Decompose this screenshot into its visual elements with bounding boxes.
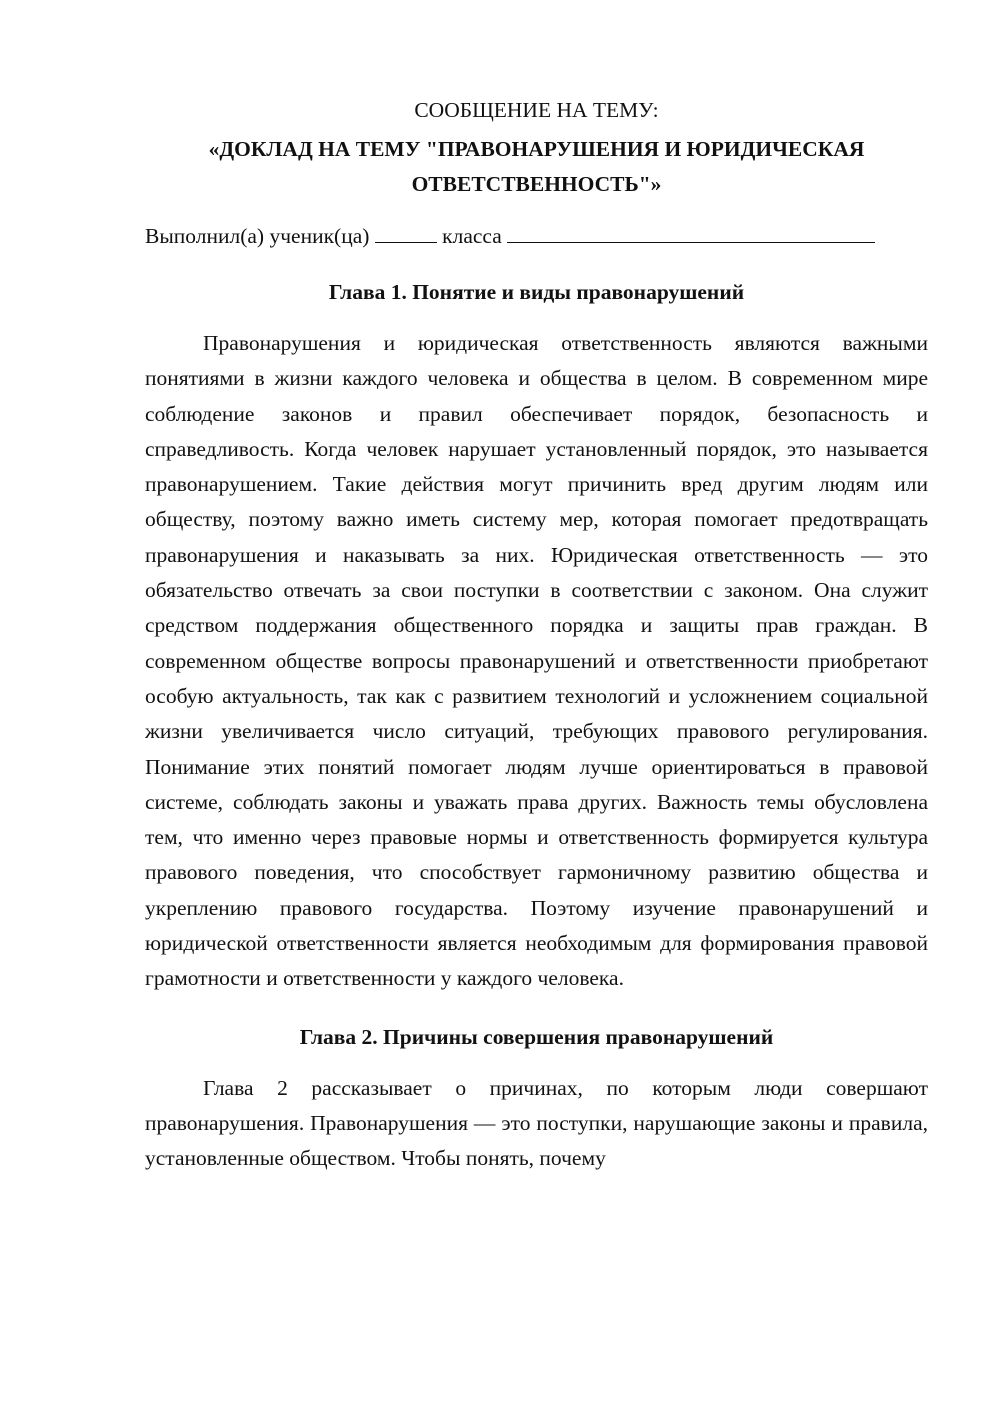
author-line	[145, 220, 928, 252]
chapter-2-heading: Глава 2. Причины совершения правонарушений	[299, 1024, 774, 1049]
chapter-2-paragraph: Глава 2 рассказывает о причинах, по которым люди совершают правонарушения. Правонарушения — это поступки, нарушающие законы и правила, установленные обществом. Чтобы понять, почему	[145, 1075, 928, 1171]
document-main-heading: «ДОКЛАД НА ТЕМУ "ПРАВОНАРУШЕНИЯ И ЮРИДИЧЕСКАЯ ОТВЕТСТВЕННОСТЬ"»	[208, 137, 865, 196]
chapter-1-heading: Глава 1. Понятие и виды правонарушений	[328, 280, 745, 304]
chapter-1-paragraph: Правонарушения и юридическая ответственность являются важными понятиями в жизни каждого человека и общества в целом. В современном мире соблюдение законов и правил обеспечивает порядок, безопасность и справедливость. Когда человек нарушает установленный порядок, это называется правонарушением. Такие действия могут причинить вред другим людям или обществу, поэтому важно иметь систему мер, которая помогает предотвращать правонарушения и наказывать за них. Юридическая ответственность — это обязательство отвечать за свои поступки в соответствии с законом. Она служит средством поддержания общественного порядка и защиты прав граждан. В современном обществе вопросы правонарушений и ответственности приобретают особую актуальность, так как с развитием технологий и усложнением социальной жизни увеличивается число ситуаций, требующих правового регулирования. Понимание этих понятий помогает людям лучше ориентироваться в правовой системе, соблюдать законы и уважать права других. Важность темы обусловлена тем, что именно через правовые нормы и ответственность формируется культура правового поведения, что способствует гармоничному развитию общества и укреплению правового государства. Поэтому изучение правонарушений и юридической ответственности является необходимым для формирования правовой грамотности и ответственности у каждого человека.	[145, 331, 928, 991]
document-page	[145, 92, 928, 1177]
class-number-blank	[375, 224, 437, 243]
author-prefix: Выполнил(а) ученик(ца)	[145, 224, 370, 248]
author-name-blank	[507, 224, 875, 243]
author-class-label: класса	[442, 224, 502, 248]
document-title-line: СООБЩЕНИЕ НА ТЕМУ:	[414, 98, 659, 122]
